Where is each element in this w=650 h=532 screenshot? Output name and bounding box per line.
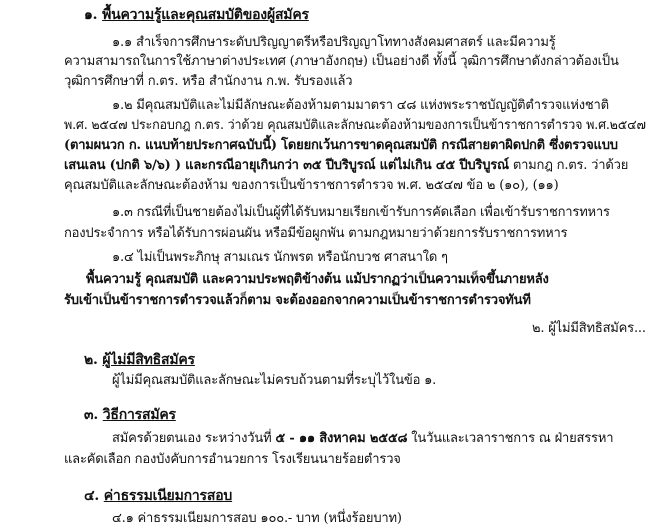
item-1-2-line-4-rest: ตามกฎ ก.ตร. ว่าด้วย — [508, 158, 629, 173]
section-3-line-1-a: สมัครด้วยตนเอง ระหว่างวันที่ — [112, 431, 276, 446]
item-4-1: ๔.๑ ค่าธรรมเนียมการสอบ ๑๐๐.- บาท (หนึ่งร้อยบาท) — [112, 511, 402, 526]
section-1-number: ๑. — [84, 7, 98, 23]
item-1-4-line-1: ๑.๔ ไม่เป็นพระภิกษุ สามเณร นักพรต หรือนักบวช ศาสนาใด ๆ — [112, 250, 448, 265]
section-3-line-2: และคัดเลือก กองบังคับการอำนวยการ โรงเรียนนายร้อยตำรวจ — [64, 452, 401, 467]
section-2-heading — [84, 351, 195, 369]
item-1-2-line-3: (ตามผนวก ก. แนบท้ายประกาศฉบับนี้) โดยยกเว้นการขาดคุณสมบัติ กรณีสายตาผิดปกติ ซึ่งตรวจแบบ — [64, 138, 618, 153]
section-4-title: ค่าธรรมเนียมการสอบ — [103, 488, 233, 504]
note-line-2: รับเข้าเป็นข้าราชการตำรวจแล้วก็ตาม จะต้องออกจากความเป็นข้าราชการตำรวจทันที — [64, 293, 531, 308]
section-4-heading — [84, 487, 232, 505]
section-3-line-1 — [112, 430, 613, 448]
item-1-3-line-2: กองประจำการ หรือได้รับการผ่อนผัน หรือมีข้อผูกพัน ตามกฎหมายว่าด้วยการรับราชการทหาร — [64, 226, 568, 241]
section-3-title: วิธีการสมัคร — [102, 407, 176, 423]
continuation-text: ๒. ผู้ไม่มีสิทธิสมัคร... — [532, 321, 646, 336]
section-2-number: ๒. — [84, 352, 98, 368]
section-3-heading — [84, 406, 176, 424]
section-2-body: ผู้ไม่มีคุณสมบัติและลักษณะไม่ครบถ้วนตามที่ระบุไว้ในข้อ ๑. — [112, 373, 437, 388]
item-1-2-line-2: พ.ศ. ๒๕๔๗ ประกอบกฎ ก.ตร. ว่าด้วย คุณสมบัติและลักษณะต้องห้ามของการเป็นข้าราชการตำรวจ พ.ศ.๒๕๔๗ — [64, 118, 646, 133]
section-3-number: ๓. — [84, 407, 99, 423]
item-1-3-line-1: ๑.๓ กรณีที่เป็นชายต้องไม่เป็นผู้ที่ได้รับหมายเรียกเข้ารับการคัดเลือก เพื่อเข้ารับราชการทหาร — [112, 205, 610, 220]
item-1-2-line-4 — [64, 157, 628, 175]
section-2-title: ผู้ไม่มีสิทธิสมัคร — [102, 352, 195, 368]
item-1-1-line-2: ความสามารถในการใช้ภาษาต่างประเทศ (ภาษาอังกฤษ) เป็นอย่างดี ทั้งนี้ วุฒิการศึกษาดังกล่าวต้องเป็น — [64, 54, 619, 69]
item-1-2-line-4-bold: เสนเลน (ปกติ ๖/๖) ) และกรณีอายุเกินกว่า ๓๕ ปีบริบูรณ์ แต่ไม่เกิน ๔๕ ปีบริบูรณ์ — [64, 158, 509, 173]
item-1-1-line-1: ๑.๑ สำเร็จการศึกษาระดับปริญญาตรีหรือปริญญาโททางสังคมศาสตร์ และมีความรู้ — [112, 35, 556, 50]
item-1-2-line-5: คุณสมบัติและลักษณะต้องห้าม ของการเป็นข้าราชการตำรวจ พ.ศ. ๒๕๔๗ ข้อ ๒ (๑๐), (๑๑) — [64, 178, 559, 193]
section-3-date-range: ๕ - ๑๑ สิงหาคม ๒๕๕๘ — [275, 431, 408, 446]
item-1-1-line-3: วุฒิการศึกษาที่ ก.ตร. หรือ สำนักงาน ก.พ. รับรองแล้ว — [64, 74, 353, 89]
section-1-heading — [84, 6, 309, 24]
section-3-line-1-c: ในวันและเวลาราชการ ณ ฝ่ายสรรหา — [407, 431, 614, 446]
note-line-1: พื้นความรู้ คุณสมบัติ และความประพฤติข้างต้น แม้ปรากฏว่าเป็นความเท็จขึ้นภายหลัง — [86, 272, 549, 287]
section-4-number: ๔. — [84, 488, 100, 504]
item-1-2-line-1: ๑.๒ มีคุณสมบัติและไม่มีลักษณะต้องห้ามตามมาตรา ๔๘ แห่งพระราชบัญญัติตำรวจแห่งชาติ — [112, 98, 609, 113]
section-1-title: พื้นความรู้และคุณสมบัติของผู้สมัคร — [102, 7, 309, 23]
